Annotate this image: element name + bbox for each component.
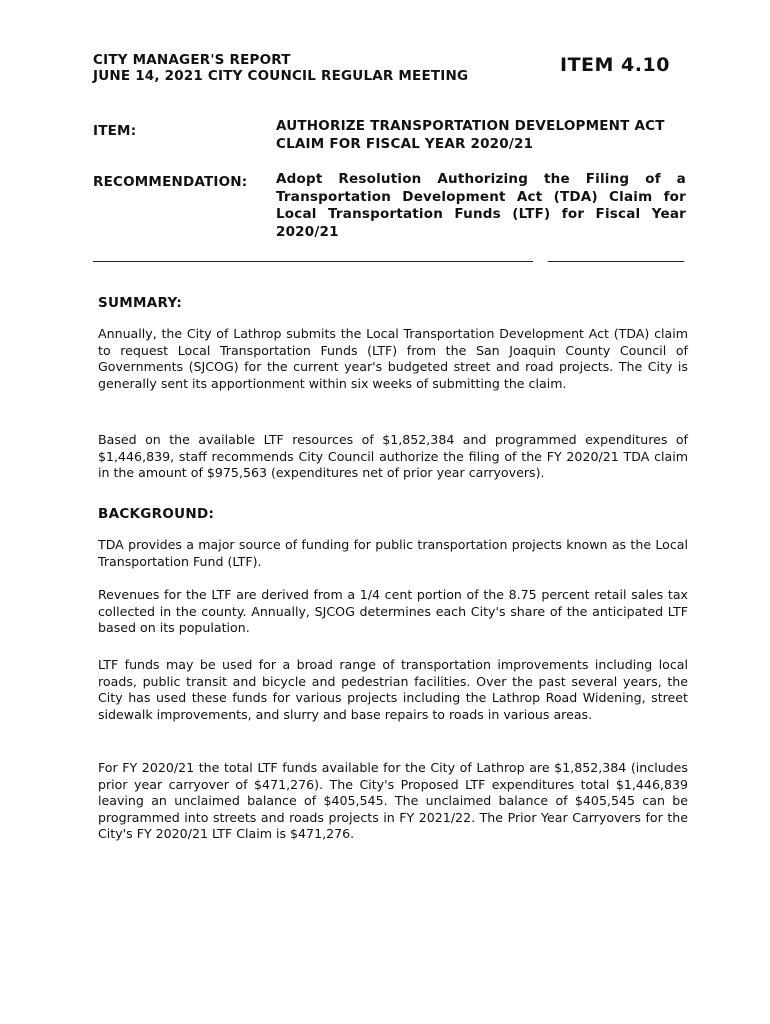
meeting-title: JUNE 14, 2021 CITY COUNCIL REGULAR MEETING (93, 68, 469, 84)
summary-paragraph: Annually, the City of Lathrop submits the Local Transportation Development Act (TDA) claim to request Local Transportation Funds (LTF) from the San Joaquin County Council of Governments (SJCOG) for the current year's budgeted street and road projects. The City is generally sent its apportionment within six weeks of submitting the claim. (98, 326, 688, 391)
background-paragraph: For FY 2020/21 the total LTF funds available for the City of Lathrop are $1,852,384 (includes prior year carryover of $471,276). The City's Proposed LTF expenditures total $1,446,839 leaving an unclaimed balance of $405,545. The unclaimed balance of $405,545 can be programmed into streets and roads projects in FY 2021/22. The Prior Year Carryovers for the City's FY 2020/21 LTF Claim is $471,276. (98, 760, 688, 841)
background-paragraph: LTF funds may be used for a broad range of transportation improvements including local roads, public transit and bicycle and pedestrian facilities. Over the past several years, the City has used these funds for various projects including the Lathrop Road Widening, street sidewalk improvements, and slurry and base repairs to roads in various areas. (98, 657, 688, 722)
background-paragraph: Revenues for the LTF are derived from a 1/4 cent portion of the 8.75 percent retail sales tax collected in the county. Annually, SJCOG determines each City's share of the anticipated LTF based on its population. (98, 587, 688, 635)
background-heading: BACKGROUND: (98, 506, 215, 522)
report-title: CITY MANAGER'S REPORT (93, 52, 291, 68)
summary-paragraph: Based on the available LTF resources of $1,852,384 and programmed expenditures of $1,446,839, staff recommends City Council authorize the filing of the FY 2020/21 TDA claim in the amount of $975,563 (expenditures net of prior year carryovers). (98, 432, 688, 480)
item-title: AUTHORIZE TRANSPORTATION DEVELOPMENT ACT CLAIM FOR FISCAL YEAR 2020/21 (276, 118, 665, 152)
item-label: ITEM: (93, 123, 137, 139)
recommendation-label: RECOMMENDATION: (93, 174, 248, 190)
background-paragraph: TDA provides a major source of funding for public transportation projects known as the Local Transportation Fund (LTF). (98, 537, 688, 569)
item-number: ITEM 4.10 (560, 54, 670, 76)
divider-line-short (548, 261, 684, 262)
recommendation-text: Adopt Resolution Authorizing the Filing of a Transportation Development Act (TDA) Claim for Local Transportation Funds (LTF) for Fiscal Year 2020/21 (276, 171, 686, 240)
report-header (93, 52, 468, 84)
summary-heading: SUMMARY: (98, 295, 183, 311)
divider-line (93, 261, 533, 262)
